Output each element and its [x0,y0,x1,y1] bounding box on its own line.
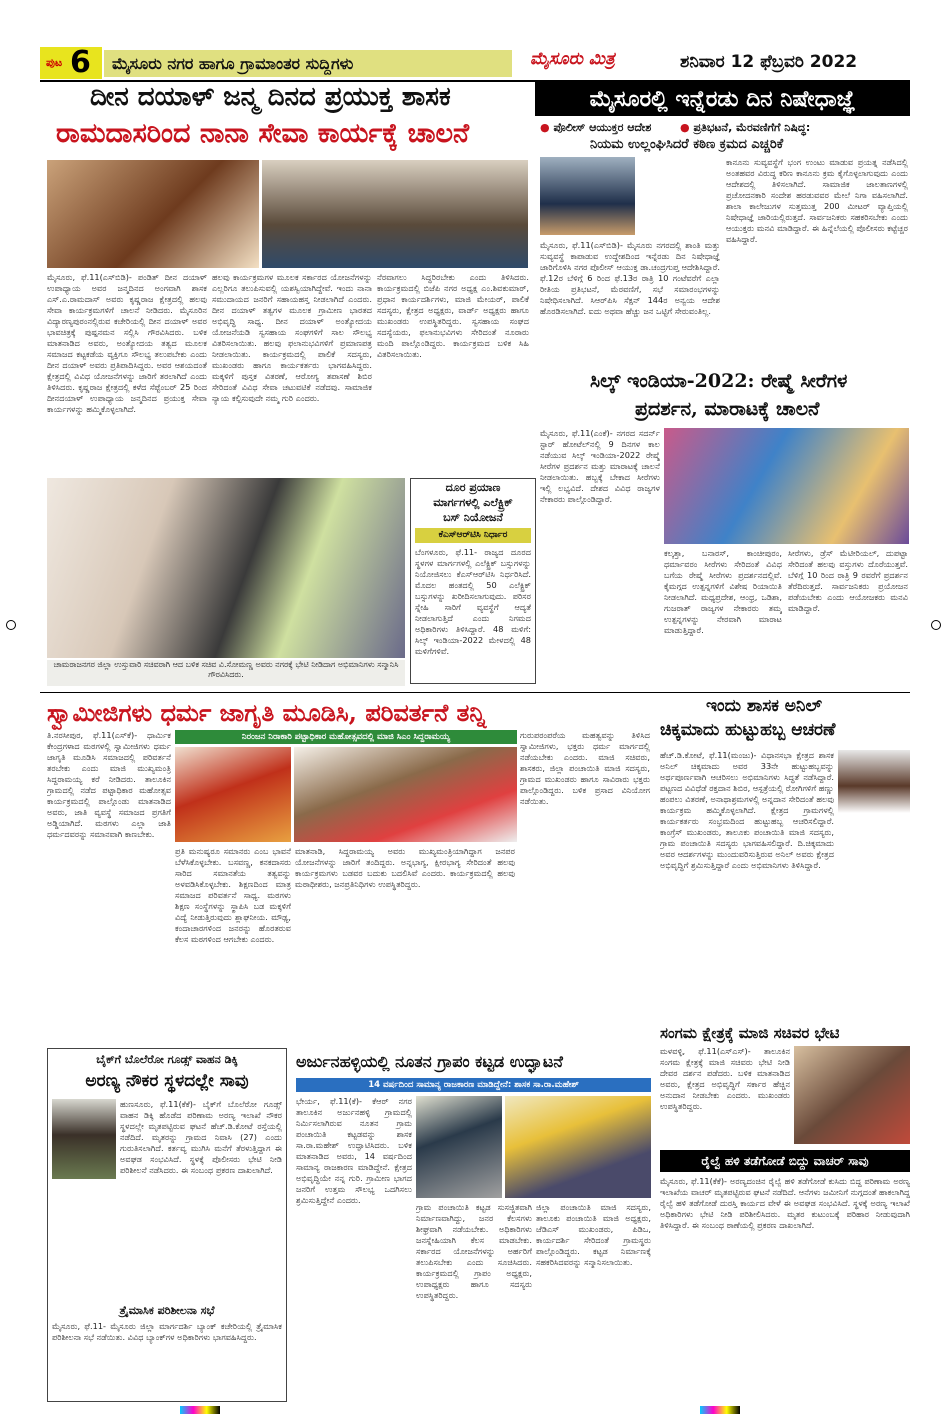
story9-photo-inauguration [505,1096,651,1198]
issue-date: ಶನಿವಾರ 12 ಫೆಬ್ರವರಿ 2022 [680,52,858,72]
color-bar [700,1406,740,1414]
story8-headline-2: ಅರಣ್ಯ ನೌಕರ ಸ್ಥಳದಲ್ಲೇ ಸಾವು [85,1071,249,1091]
story1-text-col3: ನೆರವಾಗಲು ಸಿದ್ಧರಿರಬೇಕು ಎಂದು ತಿಳಿಸಿದರು. ಕಾರ್ಯಕ್ರಮದಲ್ಲಿ ಬಿಜೆಪಿ ನಗರ ಅಧ್ಯಕ್ಷ ಎಂ.ಶಿವಕುಮಾರ್, ಪ್ರಧಾನ ಕಾರ್ಯದರ್ಶಿಗಳು, ಮಾಜಿ ಮೇಯರ್, ಪಾಲಿಕೆ ಸದಸ್ಯರು, ಕ್ಷೇತ್ರದ ಅಧ್ಯಕ್ಷರು, ವಾರ್ಡ್ ಅಧ್ಯಕ್ಷರು ಹಾಗೂ ಮುಖಂಡರು ಉಪಸ್ಥಿತರಿದ್ದರು. ಸ್ವಸಹಾಯ ಸಂಘದ ಸದಸ್ಯೆಯರು, ಫಲಾನುಭವಿಗಳು ಸೇರಿದಂತೆ ನೂರಾರು ಮಂದಿ ಪಾಲ್ಗೊಂಡಿದ್ದರು. ಕಾರ್ಯಕ್ರಮದ ಬಳಿಕ ಸಿಹಿ ವಿತರಿಸಲಾಯಿತು. [377,272,529,359]
page-number: 6 [70,45,91,80]
story1-headline-1: ದೀನ ದಯಾಳ್ ಜನ್ಮ ದಿನದ ಪ್ರಯುಕ್ತ ಶಾಸಕ [90,82,451,112]
story4-tag: ಕೆಎಸ್‌ಆರ್‌ಟಿಸಿ ನಿರ್ಧಾರ [415,528,531,543]
story6-headline-1: ಇಂದು ಶಾಸಕ ಅನಿಲ್ [706,696,822,716]
story2-text-col2: ಕಾನೂನು ಸುವ್ಯವಸ್ಥೆಗೆ ಭಂಗ ಉಂಟು ಮಾಡುವ ಪ್ರಯತ್ನ ನಡೆಸಿದಲ್ಲಿ ಅಂತಹವರ ವಿರುದ್ಧ ಕಠಿಣ ಕಾನೂನು ಕ್ರಮ ಕೈಗೊಳ್ಳಲಾಗುವುದು ಎಂದು ಆದೇಶದಲ್ಲಿ ತಿಳಿಸಲಾಗಿದೆ. ಸಾಮಾಜಿಕ ಜಾಲತಾಣಗಳಲ್ಲಿ ಪ್ರಚೋದನಕಾರಿ ಸಂದೇಶ ಹರಡುವವರ ಮೇಲೆ ನಿಗಾ ವಹಿಸಲಾಗಿದೆ. ಶಾಲಾ ಕಾಲೇಜುಗಳ ಸುತ್ತಮುತ್ತ 200 ಮೀಟರ್ ವ್ಯಾಪ್ತಿಯಲ್ಲಿ ನಿಷೇಧಾಜ್ಞೆ ಜಾರಿಯಲ್ಲಿರುತ್ತದೆ. ಸಾರ್ವಜನಿಕರು ಸಹಕರಿಸಬೇಕು ಎಂದು ಆಯುಕ್ತರು ಮನವಿ ಮಾಡಿದ್ದಾರೆ. ಈ ಹಿನ್ನೆಲೆಯಲ್ಲಿ ಪೊಲೀಸರು ಕಟ್ಟೆಚ್ಚರ ವಹಿಸಿದ್ದಾರೆ. [726,157,908,244]
story3-text-col2: ಕಲ್ಕತ್ತಾ, ಬನಾರಸ್, ಕಾಂಚೀಪುರಂ, ಧರ್ಮಾವರಂ ಸೀರೆಗಳು ಸೇರಿದಂತೆ ವಿವಿಧ ಬಗೆಯ ರೇಷ್ಮೆ ಸೀರೆಗಳು ಪ್ರದರ್ಶನದಲ್ಲಿವೆ. ಕೈಮಗ್ಗದ ಉತ್ಪನ್ನಗಳಿಗೆ ವಿಶೇಷ ರಿಯಾಯಿತಿ ನೀಡಲಾಗಿದೆ. ಮಧ್ಯಪ್ರದೇಶ, ಆಂಧ್ರ, ಒಡಿಶಾ, ಗುಜರಾತ್ ರಾಜ್ಯಗಳ ನೇಕಾರರು ತಮ್ಮ ಉತ್ಪನ್ನಗಳನ್ನು ನೇರವಾಗಿ ಮಾರಾಟ ಮಾಡುತ್ತಿದ್ದಾರೆ. [664,548,782,635]
story10-headline: ರೈಲ್ವೆ ಹಳಿ ತಡೆಗೋಡೆ ಬಿದ್ದು ವಾಚರ್ ಸಾವು [660,1150,910,1172]
page-number-box [40,47,102,79]
story8-headline-1: ಬೈಕ್‌ಗೆ ಬೊಲೆರೋ ಗೂಡ್ಸ್ ವಾಹನ ಡಿಕ್ಕಿ [96,1053,238,1066]
story5-text-col1: ತಿ.ನರಸೀಪುರ, ಫೆ.11(ಎಸ್‌ಕೆ)- ಧಾರ್ಮಿಕ ಕೇಂದ್ರಗಳಾದ ಮಠಗಳಲ್ಲಿ ಸ್ವಾಮೀಜಿಗಳು ಧರ್ಮ ಜಾಗೃತಿ ಮೂಡಿಸಿ ಸಮಾಜದಲ್ಲಿ ಪರಿವರ್ತನೆ ತರಬೇಕು ಎಂದು ಮಾಜಿ ಮುಖ್ಯಮಂತ್ರಿ ಸಿದ್ದರಾಮಯ್ಯ ಕರೆ ನೀಡಿದರು. ತಾಲೂಕಿನ ಗ್ರಾಮದಲ್ಲಿ ನಡೆದ ಪಟ್ಟಾಧಿಕಾರ ಮಹೋತ್ಸವ ಕಾರ್ಯಕ್ರಮದಲ್ಲಿ ಪಾಲ್ಗೊಂಡು ಮಾತನಾಡಿದ ಅವರು, ಜಾತಿ ವ್ಯವಸ್ಥೆ ಸಮಾಜದ ಪ್ರಗತಿಗೆ ಅಡ್ಡಿಯಾಗಿದೆ. ಮಠಗಳು ಎಲ್ಲಾ ಜಾತಿ ಧರ್ಮದವರನ್ನು ಸಮಾನವಾಗಿ ಕಾಣಬೇಕು. [47,730,171,839]
story7-photo [794,1046,910,1144]
story5-photo-swamijis [175,747,291,842]
story3-headline-1: ಸಿಲ್ಕ್ ಇಂಡಿಯಾ-2022: ರೇಷ್ಮೆ ಸೀರೆಗಳ [590,370,848,392]
story4-headline-1: ದೂರ ಪ್ರಯಾಣ [445,481,501,494]
registration-mark [6,620,16,630]
story3-text-col3: ಸೀರೆಗಳು, ಡ್ರೆಸ್ ಮೆಟೀರಿಯಲ್, ದುಪಟ್ಟಾ ಸೇರಿದಂತೆ ಹಲವು ವಸ್ತುಗಳು ದೊರೆಯುತ್ತವೆ. ಬೆಳಿಗ್ಗೆ 10 ರಿಂದ ರಾತ್ರಿ 9 ರವರೆಗೆ ಪ್ರದರ್ಶನ ತೆರೆದಿರುತ್ತದೆ. ಸಾರ್ವಜನಿಕರು ಪ್ರಯೋಜನ ಪಡೆಯಬೇಕು ಎಂದು ಆಯೋಜಕರು ಮನವಿ ಮಾಡಿದ್ದಾರೆ. [788,548,908,613]
story8-sub-headline: ತ್ರೈಮಾಸಿಕ ಪರಿಶೀಲನಾ ಸಭೆ [119,1304,215,1317]
story8-sub-text: ಮೈಸೂರು, ಫೆ.11- ಮೈಸೂರು ಜಿಲ್ಲಾ ಮಾರ್ಗದರ್ಶಿ ಬ್ಯಾಂಕ್ ಕಚೇರಿಯಲ್ಲಿ ತ್ರೈಮಾಸಿಕ ಪರಿಶೀಲನಾ ಸಭೆ ನಡೆಯಿತು. ವಿವಿಧ ಬ್ಯಾಂಕ್‌ಗಳ ಅಧಿಕಾರಿಗಳು ಭಾಗವಹಿಸಿದ್ದರು. [52,1321,282,1342]
story1-text-col2: ಹಲವು ಕಾರ್ಯಕ್ರಮಗಳ ಮೂಲಕ ಸರ್ಕಾರದ ಯೋಜನೆಗಳನ್ನು ಎಲ್ಲರಿಗೂ ತಲುಪಿಸುವಲ್ಲಿ ಯಶಸ್ವಿಯಾಗಿದ್ದೇವೆ. ಇಂದು ನಾನಾ ಸಮುದಾಯದ ಜನರಿಗೆ ಸಹಾಯಹಸ್ತ ನೀಡಲಾಗಿದೆ ಎಂದರು. ದೀನ ದಯಾಳ್ ತತ್ವಗಳ ಮೂಲಕ ಗ್ರಾಮೀಣ ಭಾರತದ ಅಭಿವೃದ್ಧಿ ಸಾಧ್ಯ. ದೀನ ದಯಾಳ್ ಅಂತ್ಯೋದಯ ಯೋಜನೆಯಡಿ ಸ್ವಸಹಾಯ ಸಂಘಗಳಿಗೆ ಸಾಲ ಸೌಲಭ್ಯ ವಿತರಿಸಲಾಯಿತು. ಹಲವು ಫಲಾನುಭವಿಗಳಿಗೆ ಪ್ರಮಾಣಪತ್ರ ನೀಡಲಾಯಿತು. ಕಾರ್ಯಕ್ರಮದಲ್ಲಿ ಪಾಲಿಕೆ ಸದಸ್ಯರು, ಮುಖಂಡರು ಹಾಗೂ ಕಾರ್ಯಕರ್ತರು ಭಾಗವಹಿಸಿದ್ದರು. ಮಕ್ಕಳಿಗೆ ಪುಸ್ತಕ ವಿತರಣೆ, ಆರೋಗ್ಯ ತಪಾಸಣೆ ಶಿಬಿರ ಸೇರಿದಂತೆ ವಿವಿಧ ಸೇವಾ ಚಟುವಟಿಕೆ ನಡೆದವು. ಸಾಮಾಜಿಕ ನ್ಯಾಯ ಕಲ್ಪಿಸುವುದೇ ನಮ್ಮ ಗುರಿ ಎಂದರು. [212,272,372,403]
story5-banner: ನಿರಂಜನ ನಿರಾಕಾರಿ ಪಟ್ಟಾಧಿಕಾರ ಮಹೋತ್ಸವದಲ್ಲಿ ಮಾಜಿ ಸಿಎಂ ಸಿದ್ದರಾಮಯ್ಯ [175,730,517,744]
story3-photo-sarees [664,428,909,544]
story9-text-col3: ಜಿಲ್ಲಾ ಪಂಚಾಯಿತಿ ಮಾಜಿ ಸದಸ್ಯರು, ತಾಲೂಕು ಪಂಚಾಯಿತಿ ಮಾಜಿ ಅಧ್ಯಕ್ಷರು, ಜೆಡಿಎಸ್ ಮುಖಂಡರು, ಪಿಡಿಒ, ಕಾರ್ಯದರ್ಶಿ ಸೇರಿದಂತೆ ಗ್ರಾಮಸ್ಥರು ಪಾಲ್ಗೊಂಡಿದ್ದರು. ಕಟ್ಟಡ ನಿರ್ಮಾಣಕ್ಕೆ ಸಹಕರಿಸಿದವರನ್ನು ಸನ್ಮಾನಿಸಲಾಯಿತು. [536,1202,651,1267]
story3-text-col1: ಮೈಸೂರು, ಫೆ.11(ಎಂಕೆ)- ನಗರದ ಸದರ್ನ್ ಸ್ಟಾರ್ ಹೋಟೆಲ್‌ನಲ್ಲಿ 9 ದಿನಗಳ ಕಾಲ ನಡೆಯುವ ಸಿಲ್ಕ್ ಇಂಡಿಯಾ-2022 ರೇಷ್ಮೆ ಸೀರೆಗಳ ಪ್ರದರ್ಶನ ಮತ್ತು ಮಾರಾಟಕ್ಕೆ ಚಾಲನೆ ನೀಡಲಾಯಿತು. ಹಬ್ಬಕ್ಕೆ ಬೇಕಾದ ಸೀರೆಗಳು ಇಲ್ಲಿ ಲಭ್ಯವಿದೆ. ದೇಶದ ವಿವಿಧ ರಾಜ್ಯಗಳ ನೇಕಾರರು ಪಾಲ್ಗೊಂಡಿದ್ದಾರೆ. [540,428,660,504]
story6-text: ಹೆಚ್.ಡಿ.ಕೋಟೆ, ಫೆ.11(ಮಂಜು)- ವಿಧಾನಸಭಾ ಕ್ಷೇತ್ರದ ಶಾಸಕ ಅನಿಲ್ ಚಿಕ್ಕಮಾದು ಅವರ 33ನೇ ಹುಟ್ಟುಹಬ್ಬವನ್ನು ಅರ್ಥಪೂರ್ಣವಾಗಿ ಆಚರಿಸಲು ಅಭಿಮಾನಿಗಳು ಸಿದ್ಧತೆ ನಡೆಸಿದ್ದಾರೆ. ಪಟ್ಟಣದ ವಿವಿಧೆಡೆ ರಕ್ತದಾನ ಶಿಬಿರ, ಆಸ್ಪತ್ರೆಯಲ್ಲಿ ರೋಗಿಗಳಿಗೆ ಹಣ್ಣು ಹಂಪಲು ವಿತರಣೆ, ಅನಾಥಾಶ್ರಮಗಳಲ್ಲಿ ಅನ್ನದಾನ ಸೇರಿದಂತೆ ಹಲವು ಕಾರ್ಯಕ್ರಮ ಹಮ್ಮಿಕೊಳ್ಳಲಾಗಿದೆ. ಕ್ಷೇತ್ರದ ಗ್ರಾಮಗಳಲ್ಲಿ ಕಾರ್ಯಕರ್ತರು ಸಂಭ್ರಮದಿಂದ ಹುಟ್ಟುಹಬ್ಬ ಆಚರಿಸಲಿದ್ದಾರೆ. ಕಾಂಗ್ರೆಸ್ ಮುಖಂಡರು, ತಾಲೂಕು ಪಂಚಾಯಿತಿ ಮಾಜಿ ಸದಸ್ಯರು, ಗ್ರಾಮ ಪಂಚಾಯಿತಿ ಸದಸ್ಯರು ಭಾಗವಹಿಸಲಿದ್ದಾರೆ. ದಿ.ಚಿಕ್ಕಮಾದು ಅವರ ಆದರ್ಶಗಳನ್ನು ಮುಂದುವರಿಸುತ್ತಿರುವ ಅನಿಲ್ ಅವರು ಕ್ಷೇತ್ರದ ಅಭಿವೃದ್ಧಿಗೆ ಶ್ರಮಿಸುತ್ತಿದ್ದಾರೆ ಎಂದು ಅಭಿಮಾನಿಗಳು ತಿಳಿಸಿದ್ದಾರೆ. [660,750,834,870]
story5-text-col4: ಗುರುಪರಂಪರೆಯ ಮಹತ್ವವನ್ನು ತಿಳಿಸಿದ ಸ್ವಾಮೀಜಿಗಳು, ಭಕ್ತರು ಧರ್ಮ ಮಾರ್ಗದಲ್ಲಿ ನಡೆಯಬೇಕು ಎಂದರು. ಮಾಜಿ ಸಚಿವರು, ಶಾಸಕರು, ಜಿಲ್ಲಾ ಪಂಚಾಯಿತಿ ಮಾಜಿ ಸದಸ್ಯರು, ಗ್ರಾಮದ ಮುಖಂಡರು ಹಾಗೂ ಸಾವಿರಾರು ಭಕ್ತರು ಪಾಲ್ಗೊಂಡಿದ್ದರು. ಬಳಿಕ ಪ್ರಸಾದ ವಿನಿಯೋಗ ನಡೆಯಿತು. [520,730,650,806]
story8-box [47,1048,287,1402]
story5-photo-siddaramaiah [294,747,517,842]
story7-headline: ಸಂಗಮ ಕ್ಷೇತ್ರಕ್ಕೆ ಮಾಜಿ ಸಚಿವರ ಭೇಟಿ [660,1024,840,1042]
story8-photo-victim [52,1099,116,1179]
section-title: ಮೈಸೂರು ನಗರ ಹಾಗೂ ಗ್ರಾಮಾಂತರ ಸುದ್ದಿಗಳು [104,50,512,77]
story5-text-col2: ಪ್ರತಿ ಮನುಷ್ಯರೂ ಸಮಾನರು ಎಂಬ ಭಾವನೆ ಬೆಳೆಸಿಕೊಳ್ಳಬೇಕು. ಬಸವಣ್ಣ, ಕನಕದಾಸರು ಸಾರಿದ ಸಮಾನತೆಯ ತತ್ವವನ್ನು ಅಳವಡಿಸಿಕೊಳ್ಳಬೇಕು. ಶಿಕ್ಷಣದಿಂದ ಮಾತ್ರ ಸಮಾಜದ ಪರಿವರ್ತನೆ ಸಾಧ್ಯ. ಮಠಗಳು ಶಿಕ್ಷಣ ಸಂಸ್ಥೆಗಳನ್ನು ಸ್ಥಾಪಿಸಿ ಬಡ ಮಕ್ಕಳಿಗೆ ವಿದ್ಯೆ ನೀಡುತ್ತಿರುವುದು ಶ್ಲಾಘನೀಯ. ಮೌಢ್ಯ, ಕಂದಾಚಾರಗಳಿಂದ ಜನರನ್ನು ಹೊರತರುವ ಕೆಲಸ ಮಠಗಳಿಂದ ಆಗಬೇಕು ಎಂದರು. [175,846,291,944]
color-bar [180,1406,220,1414]
page-label: ಪುಟ [46,56,63,69]
story6-photo-mla [838,750,910,840]
story9-text-col1: ಭೇರ್ಯ, ಫೆ.11(ಕೆ)- ಕೆಆರ್ ನಗರ ತಾಲೂಕಿನ ಅರ್ಜುನಹಳ್ಳಿ ಗ್ರಾಮದಲ್ಲಿ ನಿರ್ಮಿಸಲಾಗಿರುವ ನೂತನ ಗ್ರಾಮ ಪಂಚಾಯಿತಿ ಕಟ್ಟಡವನ್ನು ಶಾಸಕ ಸಾ.ರಾ.ಮಹೇಶ್ ಉದ್ಘಾಟಿಸಿದರು. ಬಳಿಕ ಮಾತನಾಡಿದ ಅವರು, 14 ವರ್ಷದಿಂದ ಸಾಮಾನ್ಯ ರಾಜಕಾರಣ ಮಾಡಿದ್ದೇನೆ. ಕ್ಷೇತ್ರದ ಅಭಿವೃದ್ಧಿಯೇ ನನ್ನ ಗುರಿ. ಗ್ರಾಮೀಣ ಭಾಗದ ಜನರಿಗೆ ಉತ್ತಮ ಸೌಲಭ್ಯ ಒದಗಿಸಲು ಶ್ರಮಿಸುತ್ತಿದ್ದೇನೆ ಎಂದರು. [296,1096,412,1205]
story5-headline: ಸ್ವಾಮೀಜಿಗಳು ಧರ್ಮ ಜಾಗೃತಿ ಮೂಡಿಸಿ, ಪರಿವರ್ತನೆ ತನ್ನಿ [47,698,486,727]
story9-photo-plaque [416,1096,502,1198]
story4-box [410,478,536,684]
story8-text: ಹುಣಸೂರು, ಫೆ.11(ಕೆಕೆ)- ಬೈಕ್‌ಗೆ ಬೊಲೆರೋ ಗೂಡ್ಸ್ ವಾಹನ ಡಿಕ್ಕಿ ಹೊಡೆದ ಪರಿಣಾಮ ಅರಣ್ಯ ಇಲಾಖೆ ನೌಕರ ಸ್ಥಳದಲ್ಲೇ ಮೃತಪಟ್ಟಿರುವ ಘಟನೆ ಹೆಚ್.ಡಿ.ಕೋಟೆ ರಸ್ತೆಯಲ್ಲಿ ನಡೆದಿದೆ. ಮೃತರನ್ನು ಗ್ರಾಮದ ನಿವಾಸಿ (27) ಎಂದು ಗುರುತಿಸಲಾಗಿದೆ. ಕರ್ತವ್ಯ ಮುಗಿಸಿ ಮನೆಗೆ ತೆರಳುತ್ತಿದ್ದಾಗ ಈ ಅವಘಡ ಸಂಭವಿಸಿದೆ. ಸ್ಥಳಕ್ಕೆ ಪೊಲೀಸರು ಭೇಟಿ ನೀಡಿ ಪರಿಶೀಲನೆ ನಡೆಸಿದರು. ಈ ಸಂಬಂಧ ಪ್ರಕರಣ ದಾಖಲಾಗಿದೆ. [120,1099,282,1175]
story2-photo-commissioner [540,157,635,235]
registration-mark [931,620,941,630]
photo-caption: ಚಾಮರಾಜನಗರ ಜಿಲ್ಲಾ ಉಸ್ತುವಾರಿ ಸಚಿವರಾಗಿ ಆದ ಬಳಿಕ ಸಚಿವ ವಿ.ಸೋಮಣ್ಣ ಅವರು ನಗರಕ್ಕೆ ಭೇಟಿ ನೀಡಿದಾಗ ಅಭಿಮಾನಿಗಳು ಸನ್ಮಾನಿಸಿ ಗೌರವಿಸಿದರು. [47,660,405,686]
story7-text: ಮಳವಳ್ಳಿ, ಫೆ.11(ಎಸ್ಎಸ್)- ತಾಲೂಕಿನ ಸಂಗಮ ಕ್ಷೇತ್ರಕ್ಕೆ ಮಾಜಿ ಸಚಿವರು ಭೇಟಿ ನೀಡಿ ದೇವರ ದರ್ಶನ ಪಡೆದರು. ಬಳಿಕ ಮಾತನಾಡಿದ ಅವರು, ಕ್ಷೇತ್ರದ ಅಭಿವೃದ್ಧಿಗೆ ಸರ್ಕಾರ ಹೆಚ್ಚಿನ ಅನುದಾನ ನೀಡಬೇಕು ಎಂದರು. ಮುಖಂಡರು ಉಪಸ್ಥಿತರಿದ್ದರು. [660,1046,790,1111]
story4-headline-2: ಮಾರ್ಗಗಳಲ್ಲಿ ಎಲೆಕ್ಟ್ರಿಕ್ [433,496,513,509]
story1-photo-audience [262,160,528,268]
story1-headline-2: ರಾಮದಾಸರಿಂದ ನಾನಾ ಸೇವಾ ಕಾರ್ಯಕ್ಕೆ ಚಾಲನೆ [56,118,470,149]
story6-headline-2: ಚಿಕ್ಕಮಾದು ಹುಟ್ಟುಹಬ್ಬ ಆಚರಣೆ [660,720,836,740]
story2-sub-1: ● ಪೊಲೀಸ್ ಆಯುಕ್ತರ ಆದೇಶ [540,121,652,134]
story4-text: ಬೆಂಗಳೂರು, ಫೆ.11- ರಾಜ್ಯದ ದೂರದ ಸ್ಥಳಗಳ ಮಾರ್ಗಗಳಲ್ಲಿ ಎಲೆಕ್ಟ್ರಿಕ್ ಬಸ್ಸುಗಳನ್ನು ನಿಯೋಜಿಸಲು ಕೆಎಸ್‌ಆರ್‌ಟಿಸಿ ನಿರ್ಧರಿಸಿದೆ. ಮೊದಲ ಹಂತದಲ್ಲಿ 50 ಎಲೆಕ್ಟ್ರಿಕ್ ಬಸ್ಸುಗಳನ್ನು ಖರೀದಿಸಲಾಗುವುದು. ಪರಿಸರ ಸ್ನೇಹಿ ಸಾರಿಗೆ ವ್ಯವಸ್ಥೆಗೆ ಆದ್ಯತೆ ನೀಡಲಾಗುತ್ತಿದೆ ಎಂದು ನಿಗಮದ ಅಧಿಕಾರಿಗಳು ತಿಳಿಸಿದ್ದಾರೆ. 48 ಮಳಿಗೆ: ಸಿಲ್ಕ್ ಇಂಡಿಯಾ-2022 ಮೇಳದಲ್ಲಿ 48 ಮಳಿಗೆಗಳಿವೆ. [415,547,531,656]
minister-felicitation-photo [47,478,405,658]
story1-photo-portrait [47,160,259,268]
section-rule [40,692,910,693]
masthead: ಮೈಸೂರು ಮಿತ್ರ [530,49,615,69]
story1-text-col1: ಮೈಸೂರು, ಫೆ.11(ಎಸ್‌ಬಿಡಿ)- ಪಂಡಿತ್ ದೀನ ದಯಾಳ್ ಉಪಾಧ್ಯಾಯ ಅವರ ಜನ್ಮದಿನದ ಅಂಗವಾಗಿ ಶಾಸಕ ಎಸ್.ಎ.ರಾಮದಾಸ್ ಅವರು ಕೃಷ್ಣರಾಜ ಕ್ಷೇತ್ರದಲ್ಲಿ ಹಲವು ಸೇವಾ ಕಾರ್ಯಕ್ರಮಗಳಿಗೆ ಚಾಲನೆ ನೀಡಿದರು. ಮೈಸೂರಿನ ವಿದ್ಯಾರಣ್ಯಪುರಂನಲ್ಲಿರುವ ಕಚೇರಿಯಲ್ಲಿ ದೀನ ದಯಾಳ್ ಅವರ ಭಾವಚಿತ್ರಕ್ಕೆ ಪುಷ್ಪನಮನ ಸಲ್ಲಿಸಿ ಗೌರವಿಸಿದರು. ಬಳಿಕ ಮಾತನಾಡಿದ ಅವರು, ಅಂತ್ಯೋದಯ ತತ್ವದ ಮೂಲಕ ಸಮಾಜದ ಕಟ್ಟಕಡೆಯ ವ್ಯಕ್ತಿಗೂ ಸೌಲಭ್ಯ ತಲುಪಬೇಕು ಎಂದು ದೀನ ದಯಾಳ್ ಅವರು ಪ್ರತಿಪಾದಿಸಿದ್ದರು. ಅವರ ಆಶಯದಂತೆ ಕ್ಷೇತ್ರದಲ್ಲಿ ವಿವಿಧ ಯೋಜನೆಗಳನ್ನು ಜಾರಿಗೆ ತರಲಾಗಿದೆ ಎಂದು ತಿಳಿಸಿದರು. ಕೃಷ್ಣರಾಜ ಕ್ಷೇತ್ರದಲ್ಲಿ ಕಳೆದ ಸೆಪ್ಟೆಂಬರ್ 25 ರಿಂದ ದೀನದಯಾಳ್ ಉಪಾಧ್ಯಾಯ ಜನ್ಮದಿನದ ಪ್ರಯುಕ್ತ ಸೇವಾ ಕಾರ್ಯಗಳನ್ನು ಹಮ್ಮಿಕೊಳ್ಳಲಾಗಿದೆ. [47,272,207,414]
story9-headline: ಅರ್ಜುನಹಳ್ಳಿಯಲ್ಲಿ ನೂತನ ಗ್ರಾಪಂ ಕಟ್ಟಡ ಉದ್ಘಾಟನೆ [296,1052,563,1071]
story2-sub-3: ನಿಯಮ ಉಲ್ಲಂಘಿಸಿದರೆ ಕಠಿಣ ಕ್ರಮದ ಎಚ್ಚರಿಕೆ [590,137,784,152]
story9-text-col2: ಗ್ರಾಮ ಪಂಚಾಯಿತಿ ಕಟ್ಟಡ ಸುಸಜ್ಜಿತವಾಗಿ ನಿರ್ಮಾಣವಾಗಿದ್ದು, ಜನರ ಕೆಲಸಗಳು ಶೀಘ್ರವಾಗಿ ನಡೆಯಬೇಕು. ಅಧಿಕಾರಿಗಳು ಜನಸ್ನೇಹಿಯಾಗಿ ಕೆಲಸ ಮಾಡಬೇಕು. ಸರ್ಕಾರದ ಯೋಜನೆಗಳನ್ನು ಅರ್ಹರಿಗೆ ತಲುಪಿಸಬೇಕು ಎಂದು ಸೂಚಿಸಿದರು. ಕಾರ್ಯಕ್ರಮದಲ್ಲಿ ಗ್ರಾಪಂ ಅಧ್ಯಕ್ಷರು, ಉಪಾಧ್ಯಕ್ಷರು ಹಾಗೂ ಸದಸ್ಯರು ಉಪಸ್ಥಿತರಿದ್ದರು. [416,1202,532,1300]
story2-text-col1: ಮೈಸೂರು, ಫೆ.11(ಎಸ್‌ಬಿಡಿ)- ಮೈಸೂರು ನಗರದಲ್ಲಿ ಶಾಂತಿ ಮತ್ತು ಸುವ್ಯವಸ್ಥೆ ಕಾಪಾಡುವ ಉದ್ದೇಶದಿಂದ ಇನ್ನೆರಡು ದಿನ ನಿಷೇಧಾಜ್ಞೆ ಜಾರಿಗೊಳಿಸಿ ನಗರ ಪೊಲೀಸ್ ಆಯುಕ್ತ ಡಾ.ಚಂದ್ರಗುಪ್ತ ಆದೇಶಿಸಿದ್ದಾರೆ. ಫೆ.12ರ ಬೆಳಿಗ್ಗೆ 6 ರಿಂದ ಫೆ.13ರ ರಾತ್ರಿ 10 ಗಂಟೆವರೆಗೆ ಎಲ್ಲಾ ರೀತಿಯ ಪ್ರತಿಭಟನೆ, ಮೆರವಣಿಗೆ, ಸಭೆ ಸಮಾರಂಭಗಳನ್ನು ನಿಷೇಧಿಸಲಾಗಿದೆ. ಸಿಆರ್‌ಪಿಸಿ ಸೆಕ್ಷನ್ 144ರ ಅನ್ವಯ ಆದೇಶ ಹೊರಡಿಸಲಾಗಿದೆ. ಐದು ಅಥವಾ ಹೆಚ್ಚು ಜನ ಒಟ್ಟಿಗೆ ಸೇರುವಂತಿಲ್ಲ. [540,240,720,316]
story4-headline-3: ಬಸ್ ನಿಯೋಜನೆ [443,511,503,524]
story5-text-col3: ಮಾತನಾಡಿ, ಸಿದ್ದರಾಮಯ್ಯ ಅವರು ಮುಖ್ಯಮಂತ್ರಿಯಾಗಿದ್ದಾಗ ಜನಪರ ಯೋಜನೆಗಳನ್ನು ಜಾರಿಗೆ ತಂದಿದ್ದರು. ಅನ್ನಭಾಗ್ಯ, ಕ್ಷೀರಭಾಗ್ಯ ಸೇರಿದಂತೆ ಹಲವು ಕಾರ್ಯಕ್ರಮಗಳು ಬಡವರ ಬದುಕು ಬದಲಿಸಿವೆ ಎಂದರು. ಕಾರ್ಯಕ್ರಮದಲ್ಲಿ ಹಲವು ಮಠಾಧೀಶರು, ಜನಪ್ರತಿನಿಧಿಗಳು ಉಪಸ್ಥಿತರಿದ್ದರು. [295,846,515,889]
story3-headline-2: ಪ್ರದರ್ಶನ, ಮಾರಾಟಕ್ಕೆ ಚಾಲನೆ [635,398,820,420]
story2-headline: ಮೈಸೂರಲ್ಲಿ ಇನ್ನೆರಡು ದಿನ ನಿಷೇಧಾಜ್ಞೆ [535,82,910,116]
story10-text: ಮೈಸೂರು, ಫೆ.11(ಕೆಕೆ)- ಅರಣ್ಯದಂಚಿನ ರೈಲ್ವೆ ಹಳಿ ತಡೆಗೋಡೆ ಕುಸಿದು ಬಿದ್ದ ಪರಿಣಾಮ ಅರಣ್ಯ ಇಲಾಖೆಯ ವಾಚರ್ ಮೃತಪಟ್ಟಿರುವ ಘಟನೆ ನಡೆದಿದೆ. ಆನೆಗಳು ಜಮೀನಿಗೆ ನುಗ್ಗದಂತೆ ಹಾಕಲಾಗಿದ್ದ ರೈಲ್ವೆ ಹಳಿ ತಡೆಗೋಡೆ ದುರಸ್ತಿ ಕಾರ್ಯದ ವೇಳೆ ಈ ಅವಘಡ ಸಂಭವಿಸಿದೆ. ಸ್ಥಳಕ್ಕೆ ಅರಣ್ಯ ಇಲಾಖೆ ಅಧಿಕಾರಿಗಳು ಭೇಟಿ ನೀಡಿ ಪರಿಶೀಲಿಸಿದರು. ಮೃತರ ಕುಟುಂಬಕ್ಕೆ ಪರಿಹಾರ ನೀಡುವುದಾಗಿ ತಿಳಿಸಿದ್ದಾರೆ. ಈ ಸಂಬಂಧ ಠಾಣೆಯಲ್ಲಿ ಪ್ರಕರಣ ದಾಖಲಾಗಿದೆ. [660,1176,910,1230]
story9-banner: 14 ವರ್ಷದಿಂದ ಸಾಮಾನ್ಯ ರಾಜಕಾರಣ ಮಾಡಿದ್ದೇನೆ: ಶಾಸಕ ಸಾ.ರಾ.ಮಹೇಶ್ [296,1078,651,1092]
story2-sub-2: ● ಪ್ರತಿಭಟನೆ, ಮೆರವಣಿಗೆಗೆ ನಿಷಿದ್ಧ: [680,121,811,134]
